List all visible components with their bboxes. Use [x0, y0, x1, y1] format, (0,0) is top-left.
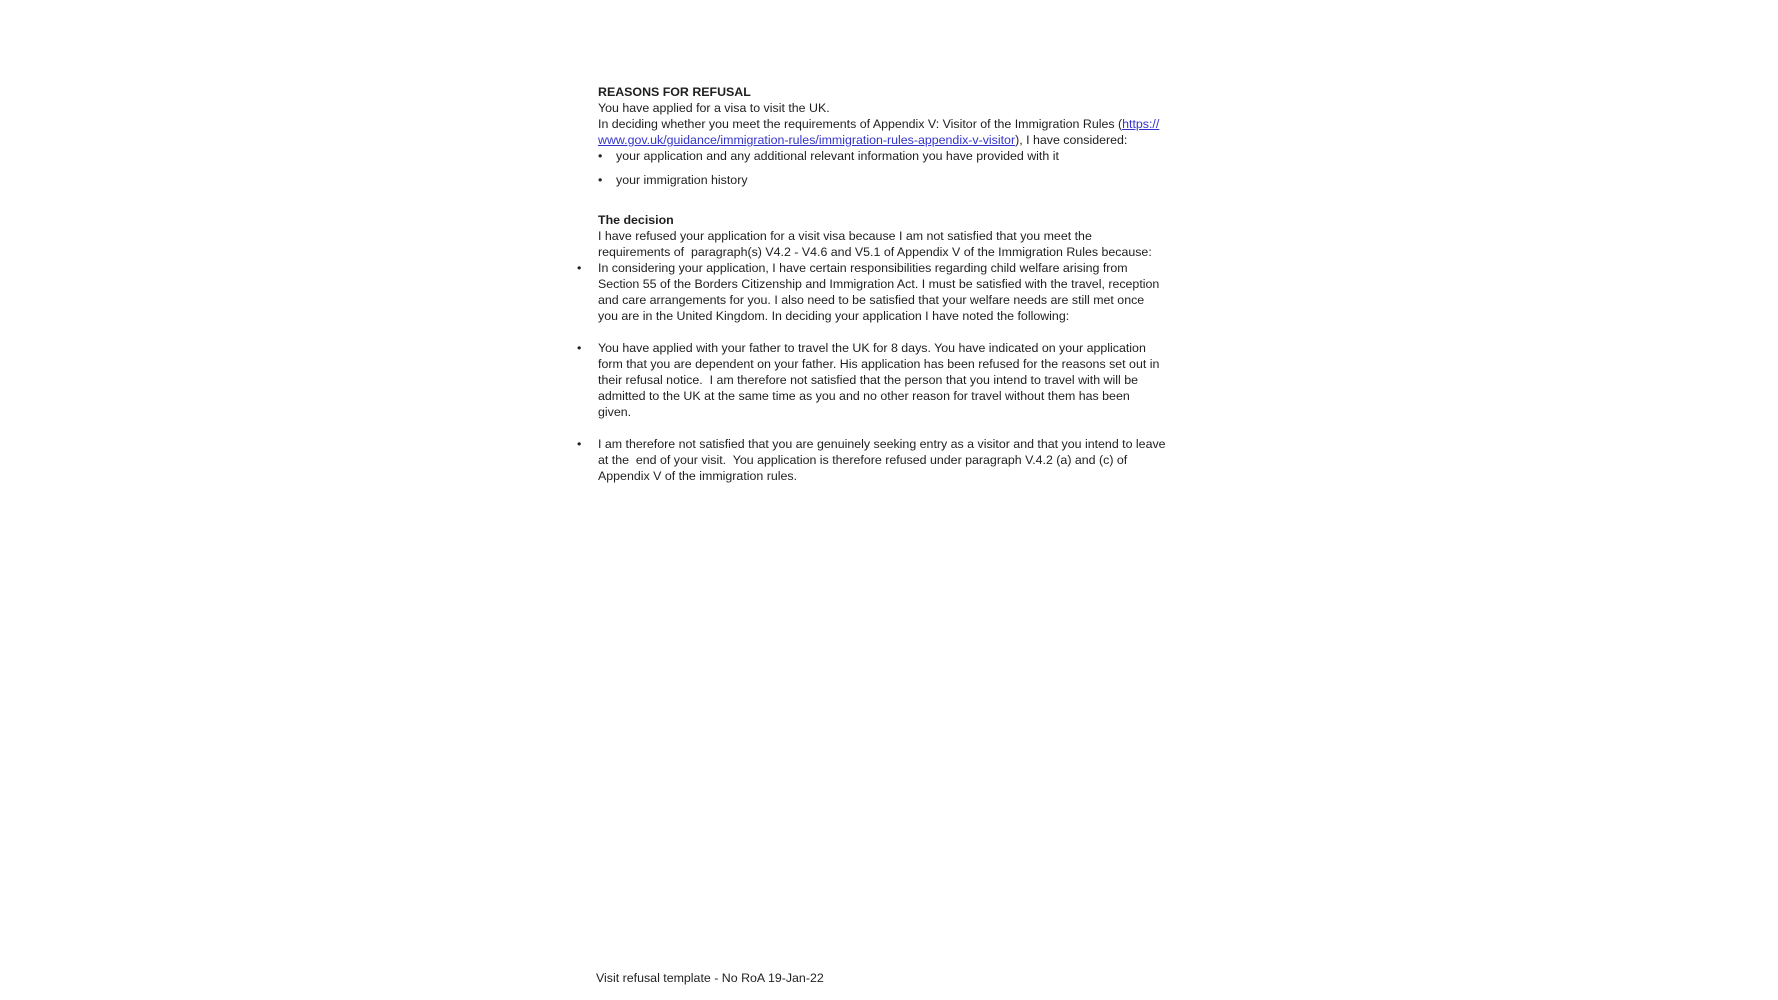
- decision-heading: The decision: [598, 213, 674, 227]
- reason-text: In considering your application, I have certain responsibilities regarding child welfare arising from Section 55 of the Borders Citizenship and Immigration Act. I must be satisfied with the travel, reception and care arrangements for you. I also need to be satisfied that your welfare needs are still met once you are in the United Kingdom. In deciding your application I have noted the following:: [598, 261, 1163, 323]
- considering-text-before: In deciding whether you meet the requirements of Appendix V: Visitor of the Immigration Rules (: [598, 117, 1123, 131]
- considering-text-after: ), I have considered:: [1015, 133, 1128, 147]
- decision-intro-paragraph: I have refused your application for a visit visa because I am not satisfied that you meet the requirements of paragraph(s) V4.2 - V4.6 and V5.1 of Appendix V of the Immigration Rules because:: [598, 229, 1152, 259]
- bullet-icon: •: [577, 437, 582, 451]
- list-item-text: your application and any additional relevant information you have provided with it: [616, 149, 1059, 163]
- list-item: [598, 148, 1166, 164]
- reason-text: You have applied with your father to travel the UK for 8 days. You have indicated on your application form that you are dependent on your father. His application has been refused for the reasons set out in their refusal notice. I am therefore not satisfied that the person that you intend to travel with will be admitted to the UK at the same time as you and no other reason for travel without them has been given.: [598, 341, 1163, 419]
- bullet-icon: •: [598, 149, 603, 163]
- bullet-icon: •: [577, 341, 582, 355]
- refusal-reasons-list: [577, 260, 1170, 484]
- considering-paragraph: [598, 116, 1166, 148]
- considered-list: [598, 148, 1166, 188]
- reason-item: [577, 436, 1170, 484]
- refusal-title: REASONS FOR REFUSAL: [598, 85, 751, 99]
- reason-item: [577, 340, 1166, 420]
- immigration-rules-link[interactable]: https://www.gov.uk/guidance/immigration-rules/immigration-rules-appendix-v-visitor: [598, 117, 1160, 147]
- refusal-letter: [577, 84, 1170, 484]
- list-item: [598, 172, 1166, 188]
- bullet-icon: •: [577, 261, 582, 275]
- footer-note: Visit refusal template - No RoA 19-Jan-22: [596, 971, 824, 985]
- list-item-text: your immigration history: [616, 173, 748, 187]
- intro-paragraph: You have applied for a visa to visit the UK.: [598, 101, 830, 115]
- reason-item: [577, 260, 1166, 324]
- bullet-icon: •: [598, 173, 603, 187]
- reason-text: I am therefore not satisfied that you are genuinely seeking entry as a visitor and that you intend to leave at the end of your visit. You application is therefore refused under paragraph V.4.2 (a) and (c) of Appendix V of the immigration rules.: [598, 437, 1170, 483]
